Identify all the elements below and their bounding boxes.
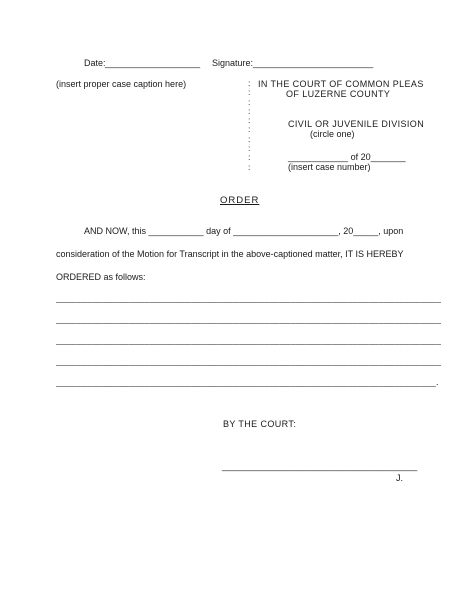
caption-colon: : [248, 124, 251, 135]
caption-colon: : [248, 105, 251, 116]
caption-colon: : [248, 96, 251, 107]
order-line-ordered: ORDERED as follows: [56, 272, 146, 282]
signature-blank[interactable]: ________________________ [253, 58, 374, 68]
by-the-court-label: BY THE COURT: [223, 419, 297, 429]
caption-colon: : [248, 133, 251, 144]
court-name-line1: IN THE COURT OF COMMON PLEAS [258, 79, 424, 89]
case-number-instruction: (insert case number) [288, 162, 371, 172]
order-line-consideration: consideration of the Motion for Transcript in the above-captioned matter, IT IS HEREBY [56, 249, 404, 259]
caption-colon: : [248, 87, 251, 98]
order-blank-line[interactable]: __________________________________________________________________________ [56, 335, 442, 345]
order-blank-line[interactable]: __________________________________________________________________________ [56, 356, 442, 366]
date-blank[interactable]: ___________________ [105, 58, 201, 68]
judge-signature-line[interactable]: _______________________________________ [222, 461, 418, 471]
caption-colon: : [248, 78, 251, 88]
judge-suffix: J. [396, 473, 404, 483]
caption-colon: : [248, 115, 251, 126]
date-label: Date: [84, 58, 106, 68]
order-blank-line[interactable]: __________________________________________________________________________ [56, 314, 442, 324]
caption-colon-column [248, 79, 250, 172]
order-title: ORDER [220, 195, 260, 206]
caption-colon: : [248, 143, 251, 154]
order-blank-line[interactable]: __________________________________________________________________________ [56, 293, 442, 303]
division-line: CIVIL OR JUVENILE DIVISION [288, 119, 425, 129]
caption-colon: : [248, 152, 251, 163]
court-name-line2: OF LUZERNE COUNTY [286, 89, 391, 99]
case-caption-instruction: (insert proper case caption here) [56, 79, 187, 89]
case-number-blank[interactable]: ____________ of 20_______ [288, 152, 406, 162]
order-line-and-now[interactable]: AND NOW, this ___________ day of _____________________, 20_____, upon [84, 226, 404, 236]
order-blank-line[interactable]: _________________________________________________________________________. [56, 377, 439, 387]
caption-colon: : [248, 161, 251, 172]
signature-label: Signature: [212, 58, 254, 68]
circle-one-note: (circle one) [310, 129, 355, 139]
